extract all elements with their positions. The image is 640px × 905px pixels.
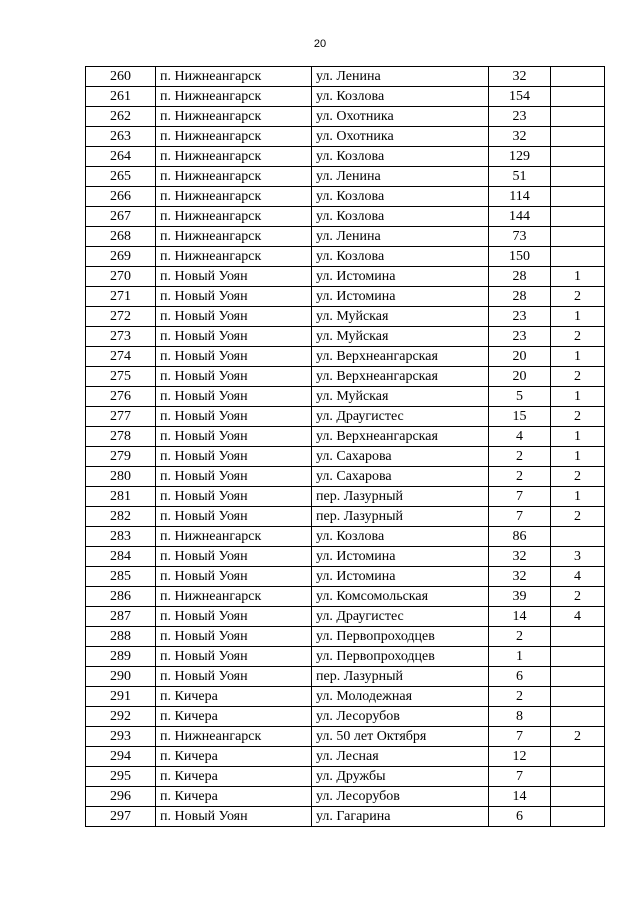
apartment-number-cell: 4 [551,567,605,587]
table-row [86,787,605,807]
settlement-cell: п. Новый Уоян [156,467,312,487]
row-number-cell: 286 [86,587,156,607]
row-number-cell: 278 [86,427,156,447]
settlement-cell: п. Кичера [156,687,312,707]
street-cell: ул. Лесорубов [312,707,489,727]
settlement-cell: п. Новый Уоян [156,807,312,827]
table-row [86,207,605,227]
street-cell: ул. Лесорубов [312,787,489,807]
table-row [86,767,605,787]
table-row [86,607,605,627]
house-number-cell: 154 [489,87,551,107]
house-number-cell: 114 [489,187,551,207]
street-cell: ул. Ленина [312,167,489,187]
apartment-number-cell [551,687,605,707]
table-row [86,547,605,567]
settlement-cell: п. Новый Уоян [156,607,312,627]
apartment-number-cell: 2 [551,407,605,427]
settlement-cell: п. Новый Уоян [156,407,312,427]
table-row [86,487,605,507]
apartment-number-cell: 2 [551,327,605,347]
street-cell: ул. Драугистес [312,407,489,427]
settlement-cell: п. Нижнеангарск [156,87,312,107]
street-cell: ул. Драугистес [312,607,489,627]
apartment-number-cell: 2 [551,467,605,487]
apartment-number-cell: 2 [551,287,605,307]
house-number-cell: 8 [489,707,551,727]
settlement-cell: п. Нижнеангарск [156,247,312,267]
settlement-cell: п. Новый Уоян [156,487,312,507]
house-number-cell: 6 [489,807,551,827]
settlement-cell: п. Кичера [156,767,312,787]
table-row [86,807,605,827]
street-cell: ул. Первопроходцев [312,647,489,667]
settlement-cell: п. Нижнеангарск [156,147,312,167]
street-cell: ул. Муйская [312,307,489,327]
apartment-number-cell [551,207,605,227]
row-number-cell: 267 [86,207,156,227]
street-cell: ул. Гагарина [312,807,489,827]
street-cell: ул. Истомина [312,567,489,587]
apartment-number-cell [551,667,605,687]
street-cell: ул. Козлова [312,527,489,547]
apartment-number-cell [551,187,605,207]
apartment-number-cell [551,767,605,787]
house-number-cell: 2 [489,627,551,647]
address-table [85,66,605,827]
row-number-cell: 270 [86,267,156,287]
row-number-cell: 288 [86,627,156,647]
apartment-number-cell: 1 [551,307,605,327]
house-number-cell: 7 [489,727,551,747]
street-cell: ул. Молодежная [312,687,489,707]
settlement-cell: п. Новый Уоян [156,387,312,407]
row-number-cell: 279 [86,447,156,467]
row-number-cell: 296 [86,787,156,807]
table-row [86,347,605,367]
apartment-number-cell: 2 [551,367,605,387]
street-cell: ул. Истомина [312,267,489,287]
house-number-cell: 7 [489,767,551,787]
row-number-cell: 268 [86,227,156,247]
table-row [86,527,605,547]
apartment-number-cell [551,127,605,147]
settlement-cell: п. Кичера [156,707,312,727]
house-number-cell: 14 [489,607,551,627]
apartment-number-cell [551,527,605,547]
apartment-number-cell [551,87,605,107]
table-row [86,467,605,487]
street-cell: ул. Лесная [312,747,489,767]
house-number-cell: 2 [489,447,551,467]
settlement-cell: п. Новый Уоян [156,547,312,567]
street-cell: ул. Козлова [312,247,489,267]
street-cell: ул. Козлова [312,87,489,107]
apartment-number-cell [551,627,605,647]
row-number-cell: 281 [86,487,156,507]
table-row [86,567,605,587]
row-number-cell: 262 [86,107,156,127]
row-number-cell: 295 [86,767,156,787]
street-cell: ул. Дружбы [312,767,489,787]
table-row [86,687,605,707]
row-number-cell: 272 [86,307,156,327]
street-cell: ул. Охотника [312,107,489,127]
table-row [86,727,605,747]
apartment-number-cell [551,807,605,827]
row-number-cell: 289 [86,647,156,667]
table-row [86,227,605,247]
table-row [86,307,605,327]
table-row [86,167,605,187]
settlement-cell: п. Нижнеангарск [156,527,312,547]
row-number-cell: 277 [86,407,156,427]
house-number-cell: 2 [489,467,551,487]
row-number-cell: 292 [86,707,156,727]
settlement-cell: п. Новый Уоян [156,327,312,347]
apartment-number-cell [551,707,605,727]
house-number-cell: 23 [489,327,551,347]
house-number-cell: 12 [489,747,551,767]
table-row [86,747,605,767]
house-number-cell: 23 [489,107,551,127]
row-number-cell: 283 [86,527,156,547]
settlement-cell: п. Нижнеангарск [156,727,312,747]
table-row [86,627,605,647]
apartment-number-cell: 1 [551,487,605,507]
street-cell: ул. Козлова [312,187,489,207]
settlement-cell: п. Новый Уоян [156,447,312,467]
table-row [86,507,605,527]
apartment-number-cell [551,747,605,767]
settlement-cell: п. Новый Уоян [156,347,312,367]
house-number-cell: 2 [489,687,551,707]
row-number-cell: 285 [86,567,156,587]
house-number-cell: 20 [489,347,551,367]
row-number-cell: 294 [86,747,156,767]
house-number-cell: 144 [489,207,551,227]
row-number-cell: 265 [86,167,156,187]
street-cell: ул. Охотника [312,127,489,147]
row-number-cell: 260 [86,67,156,87]
settlement-cell: п. Нижнеангарск [156,227,312,247]
house-number-cell: 6 [489,667,551,687]
street-cell: ул. Комсомольская [312,587,489,607]
table-row [86,647,605,667]
row-number-cell: 263 [86,127,156,147]
table-row [86,187,605,207]
house-number-cell: 28 [489,267,551,287]
apartment-number-cell: 3 [551,547,605,567]
row-number-cell: 269 [86,247,156,267]
apartment-number-cell [551,787,605,807]
apartment-number-cell: 2 [551,507,605,527]
street-cell: ул. Козлова [312,207,489,227]
street-cell: ул. Козлова [312,147,489,167]
settlement-cell: п. Новый Уоян [156,567,312,587]
street-cell: пер. Лазурный [312,667,489,687]
row-number-cell: 293 [86,727,156,747]
street-cell: ул. Истомина [312,547,489,567]
house-number-cell: 4 [489,427,551,447]
table-row [86,427,605,447]
house-number-cell: 1 [489,647,551,667]
street-cell: ул. Муйская [312,387,489,407]
street-cell: ул. 50 лет Октября [312,727,489,747]
table-row [86,587,605,607]
street-cell: пер. Лазурный [312,507,489,527]
house-number-cell: 14 [489,787,551,807]
page-number: 20 [313,38,327,50]
table-row [86,287,605,307]
house-number-cell: 32 [489,547,551,567]
row-number-cell: 274 [86,347,156,367]
apartment-number-cell [551,247,605,267]
house-number-cell: 129 [489,147,551,167]
house-number-cell: 32 [489,67,551,87]
house-number-cell: 5 [489,387,551,407]
row-number-cell: 271 [86,287,156,307]
house-number-cell: 28 [489,287,551,307]
settlement-cell: п. Новый Уоян [156,287,312,307]
street-cell: ул. Сахарова [312,467,489,487]
table-row [86,667,605,687]
row-number-cell: 276 [86,387,156,407]
settlement-cell: п. Кичера [156,787,312,807]
settlement-cell: п. Новый Уоян [156,647,312,667]
row-number-cell: 261 [86,87,156,107]
table-row [86,367,605,387]
street-cell: ул. Ленина [312,227,489,247]
settlement-cell: п. Нижнеангарск [156,187,312,207]
settlement-cell: п. Нижнеангарск [156,127,312,147]
street-cell: ул. Муйская [312,327,489,347]
row-number-cell: 280 [86,467,156,487]
row-number-cell: 282 [86,507,156,527]
apartment-number-cell: 1 [551,267,605,287]
apartment-number-cell: 1 [551,447,605,467]
settlement-cell: п. Нижнеангарск [156,207,312,227]
house-number-cell: 23 [489,307,551,327]
table-row [86,67,605,87]
street-cell: ул. Первопроходцев [312,627,489,647]
house-number-cell: 7 [489,507,551,527]
apartment-number-cell [551,67,605,87]
house-number-cell: 51 [489,167,551,187]
row-number-cell: 266 [86,187,156,207]
row-number-cell: 297 [86,807,156,827]
table-row [86,407,605,427]
address-table-body [86,67,605,827]
settlement-cell: п. Нижнеангарск [156,167,312,187]
street-cell: ул. Верхнеангарская [312,367,489,387]
house-number-cell: 39 [489,587,551,607]
settlement-cell: п. Нижнеангарск [156,587,312,607]
table-row [86,147,605,167]
row-number-cell: 287 [86,607,156,627]
house-number-cell: 73 [489,227,551,247]
apartment-number-cell: 1 [551,387,605,407]
apartment-number-cell: 2 [551,727,605,747]
street-cell: ул. Сахарова [312,447,489,467]
settlement-cell: п. Новый Уоян [156,427,312,447]
apartment-number-cell [551,227,605,247]
table-row [86,267,605,287]
table-row [86,87,605,107]
table-row [86,107,605,127]
apartment-number-cell [551,647,605,667]
house-number-cell: 15 [489,407,551,427]
apartment-number-cell: 1 [551,347,605,367]
settlement-cell: п. Новый Уоян [156,507,312,527]
house-number-cell: 150 [489,247,551,267]
settlement-cell: п. Новый Уоян [156,307,312,327]
table-row [86,707,605,727]
row-number-cell: 290 [86,667,156,687]
row-number-cell: 284 [86,547,156,567]
apartment-number-cell [551,147,605,167]
row-number-cell: 275 [86,367,156,387]
row-number-cell: 291 [86,687,156,707]
table-row [86,127,605,147]
settlement-cell: п. Нижнеангарск [156,107,312,127]
settlement-cell: п. Новый Уоян [156,667,312,687]
house-number-cell: 20 [489,367,551,387]
apartment-number-cell: 4 [551,607,605,627]
house-number-cell: 7 [489,487,551,507]
street-cell: ул. Верхнеангарская [312,427,489,447]
apartment-number-cell: 1 [551,427,605,447]
house-number-cell: 32 [489,567,551,587]
street-cell: пер. Лазурный [312,487,489,507]
table-row [86,447,605,467]
house-number-cell: 86 [489,527,551,547]
house-number-cell: 32 [489,127,551,147]
apartment-number-cell: 2 [551,587,605,607]
street-cell: ул. Ленина [312,67,489,87]
settlement-cell: п. Новый Уоян [156,627,312,647]
table-row [86,327,605,347]
row-number-cell: 273 [86,327,156,347]
settlement-cell: п. Новый Уоян [156,267,312,287]
row-number-cell: 264 [86,147,156,167]
street-cell: ул. Верхнеангарская [312,347,489,367]
settlement-cell: п. Нижнеангарск [156,67,312,87]
settlement-cell: п. Новый Уоян [156,367,312,387]
apartment-number-cell [551,107,605,127]
table-row [86,247,605,267]
street-cell: ул. Истомина [312,287,489,307]
apartment-number-cell [551,167,605,187]
settlement-cell: п. Кичера [156,747,312,767]
table-row [86,387,605,407]
